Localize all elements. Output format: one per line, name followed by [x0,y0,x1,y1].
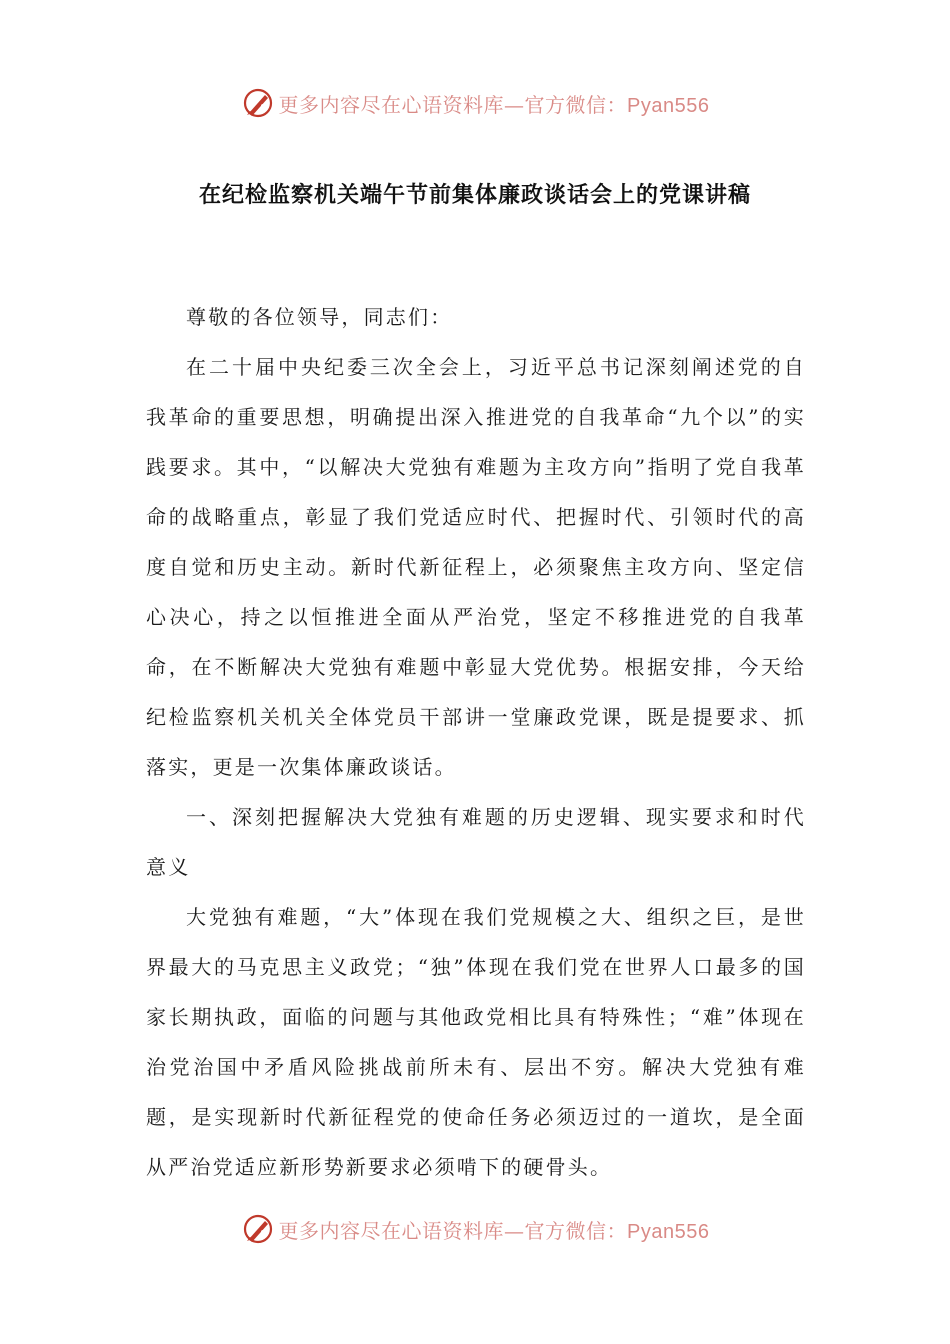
pen-logo-icon [241,1212,275,1246]
document-title: 在纪检监察机关端午节前集体廉政谈话会上的党课讲稿 [198,183,751,208]
paragraph-section-1: 大党独有难题，“大”体现在我们党规模之大、组织之巨，是世界最大的马克思主义政党；“独”体现在我们党在世界人口最多的国家长期执政，面临的问题与其他政党相比具有特殊性；“难”体现在治党治国中矛盾风险挑战前所未有、层出不穷。解决大党独有难题，是实现新时代新征程党的使命任务必须迈过的一道坎，是全面从严治党适应新形势新要求必须啃下的硬骨头。 [146,905,806,1179]
paragraph-intro: 在二十届中央纪委三次全会上，习近平总书记深刻阐述党的自我革命的重要思想，明确提出深入推进党的自我革命“九个以”的实践要求。其中，“以解决大党独有难题为主攻方向”指明了党自我革命的战略重点，彰显了我们党适应时代、把握时代、引领时代的高度自觉和历史主动。新时代新征程上，必须聚焦主攻方向、坚定信心决心，持之以恒推进全面从严治党，坚定不移推进党的自我革命，在不断解决大党独有难题中彰显大党优势。根据安排，今天给纪检监察机关机关全体党员干部讲一堂廉政党课，既是提要求、抓落实，更是一次集体廉政谈话。 [146,355,806,779]
header-watermark-banner [0,80,950,126]
paragraph-salutation: 尊敬的各位领导，同志们： [186,305,453,329]
footer-watermark-banner [0,1206,950,1252]
banner-text: 更多内容尽在心语资料库—官方微信：Pyan556 [278,1218,710,1243]
wechat-id: Pyan556 [627,94,710,117]
banner-text: 更多内容尽在心语资料库—官方微信：Pyan556 [278,92,710,117]
document-body [146,292,806,1192]
section-heading-1: 一、深刻把握解决大党独有难题的历史逻辑、现实要求和时代意义 [146,805,806,879]
wechat-id: Pyan556 [627,1220,710,1243]
pen-logo-icon [241,86,275,120]
